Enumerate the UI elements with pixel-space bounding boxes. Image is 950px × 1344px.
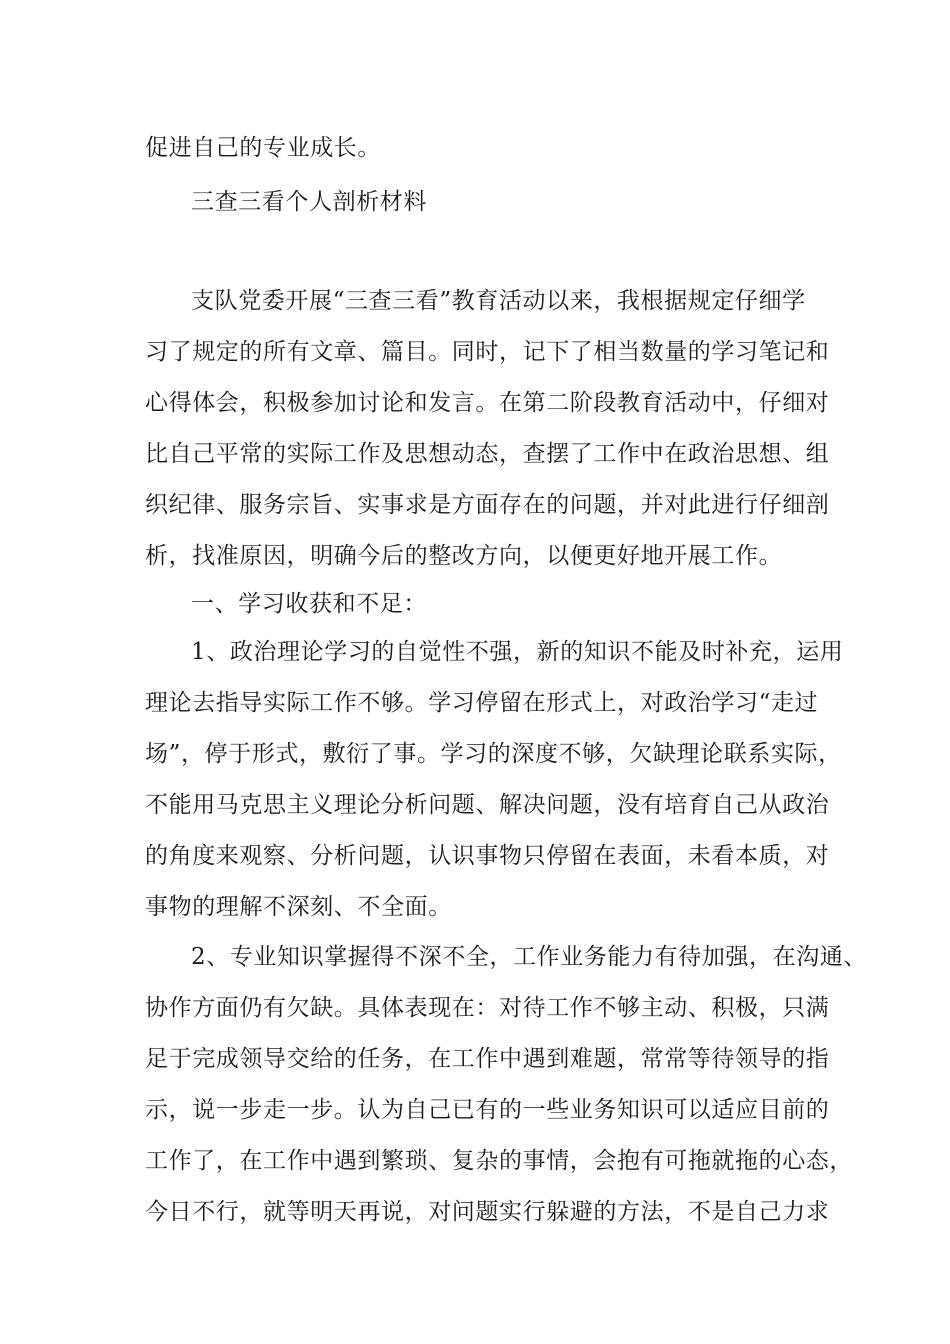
item2-line: 2、专业知识掌握得不深不全，工作业务能力有待加强，在沟通、: [191, 944, 868, 970]
paragraph1-line: 织纪律、服务宗旨、实事求是方面存在的问题，并对此进行仔细剖: [145, 492, 830, 518]
intro-tail-line: 促进自己的专业成长。: [145, 135, 381, 161]
item1-line: 场”，停于形式，敷衍了事。学习的深度不够，欠缺理论联系实际，: [145, 741, 842, 767]
document-title: 三查三看个人剖析材料: [191, 189, 427, 215]
item1-line: 不能用马克思主义理论分析问题、解决问题，没有培育自己从政治: [145, 792, 830, 818]
paragraph1-line: 析，找准原因，明确今后的整改方向，以便更好地开展工作。: [145, 543, 783, 569]
item1-line: 理论去指导实际工作不够。学习停留在形式上，对政治学习“走过: [145, 690, 819, 716]
item1-line: 事物的理解不深刻、不全面。: [145, 894, 452, 920]
paragraph1-line: 习了规定的所有文章、篇目。同时，记下了相当数量的学习笔记和: [145, 339, 830, 365]
paragraph1-line: 比自己平常的实际工作及思想动态，查摆了工作中在政治思想、组: [145, 441, 830, 467]
item2-line: 工作了，在工作中遇到繁琐、复杂的事情，会抱有可拖就拖的心态，: [145, 1148, 853, 1174]
item1-line: 1、政治理论学习的自觉性不强，新的知识不能及时补充，运用: [191, 639, 844, 665]
item2-line: 示，说一步走一步。认为自己已有的一些业务知识可以适应目前的: [145, 1097, 830, 1123]
section1-heading: 一、学习收获和不足：: [191, 591, 427, 617]
item1-line: 的角度来观察、分析问题，认识事物只停留在表面，未看本质，对: [145, 843, 830, 869]
item2-line: 足于完成领导交给的任务，在工作中遇到难题，常常等待领导的指: [145, 1046, 830, 1072]
paragraph1-line: 心得体会，积极参加讨论和发言。在第二阶段教育活动中，仔细对: [145, 390, 830, 416]
item2-line: 协作方面仍有欠缺。具体表现在：对待工作不够主动、积极，只满: [145, 995, 830, 1021]
item2-line: 今日不行，就等明天再说，对问题实行躲避的方法，不是自己力求: [145, 1199, 830, 1225]
paragraph1-line: 支队党委开展“三查三看”教育活动以来，我根据规定仔细学: [191, 288, 806, 314]
